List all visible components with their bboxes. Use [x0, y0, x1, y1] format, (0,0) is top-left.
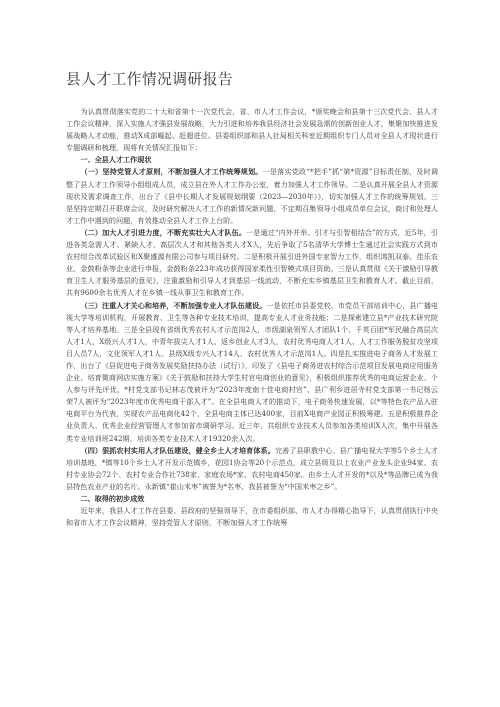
paragraph: 近年来，我县人才工作在县委、县政府的坚强领导下，在市委组织部、市人才办得精心指导下，认真贯彻执行中央和省市人才工作会议精神，坚持党管人才原则，不断加强人才工作统筹 — [66, 506, 438, 528]
section-heading: 二、取得的初步成效 — [80, 494, 145, 503]
document-title: 县人才工作情况调研报告 — [66, 71, 234, 88]
paragraph-text: 一是依托市县委党校、市党员干部培训中心，县广播电视大学等培训机构，开展教育、卫生等各种专业技术培训，提高专业人才业务技能；二是探索建立县*产业技术研究院等人才培养基地。三是全县现有省级优秀农村人才示范岗2人，市级湖泉领军人才团队1个、千英百团*军民融合高层次人才1人，X级兴人才1人，中青年拔尖人才1人、返乡创业人才3人，农村优秀电商人才1人、人才工作服务脱贫攻坚项目人员7人，文化领军人才1人、县级X级专兴人才14人、农村优秀人才示范岗1人。四是扎实推进电子商务人才发展工作，出台了《县促进电子商务发展奖励扶持办法（试行）》，印发了《县电子商务进农村综合示范项目发展电商应用服务企业、培育微商网店实施方案》《关于鼓励和扶持大学生村官电商创业的意见》，积极组织推荐优秀的电商运营企业、个人参与评先评优，*村党支部书记林志茂被评为“2023年度南十佳电商村官”、县广利乡进居寺村党支部第一书记杨云荣7人被评为“2023年度市优秀电商干部人才”。在全县电商人才的推动下，电子商务快速发展，以*等特色农产品入驻电商平台为代表，实现农产品电商化42个，全县电商主体已达400家，目前X电商产业园正积极筹建。五是积极推荐企业负责人、优秀企业经营管理人才参加省市调研学习。近三年，共组织专业技术人员参加各类培训X人次，集中开展各类专业培训班242期，培训各类专业技术人才19320余人次。 — [66, 300, 438, 443]
paragraph — [66, 445, 438, 493]
paragraph — [66, 166, 438, 226]
paragraph-text: 一是落实党政“*把手”抓“第*资源”目标责任制，及时调整了县人才工作领导小组组成人员，成立县在外人才工作办公室，着力加强人才工作领导。二是认真开展全县人才资源现状及需求调查工作，出台了《县中长期人才发展规划纲要（2023—2030年）》，切实加强人才工作的统筹规划。三是坚持定期召开联席会议，及时研究解决人才工作的新情况新问题，不定期召集领导小组成员单位会议，商讨和处理人才工作中遇到的问题，有效推动全县人才工作上台阶。 — [66, 167, 439, 225]
paragraph-lead: （四）狠抓农村实用人才队伍建设，健全乡土人才培育体系。 — [80, 445, 275, 455]
paragraph-lead: （一）坚持党管人才原则，不断加强人才工作统筹规划。 — [80, 167, 263, 177]
paragraph-lead: （二）加大人才引进力度，不断充实壮大人才队伍。 — [80, 227, 247, 237]
document-body — [66, 106, 438, 529]
section-heading: 一、全县人才工作现状 — [80, 155, 152, 165]
paragraph-text: 一是通过“内外并举、引才与引智相结合”的方式，近5年，引进各类急需人才、紧缺人才、高层次人才和其他各类人才X人，先后争取了5名清华大学博士生通过社会实践方式到市农村综合改革试验区和X聚盛源有限公司参与项目研究。二是积极开展引进外国专家智力工作，组织鸿凯双泰、佳乐农业、金鼓粉条等企业进行申报，金鼓粉条223年成功获得国家柔性引智模式项目资助。三是认真贯彻《关于激励引导教育卫生人才服务基层的意见》，注重激励和引导人才到基层一线流动，不断充实乡镇基层卫生和教育人才。截止目前，共有9600余名优秀人才在乡镇一线从事卫生和教育工作。 — [66, 227, 438, 298]
paragraph-lead: （三）注重人才关心和培养，不断加强专业人才队伍建设。 — [80, 300, 267, 310]
intro-paragraph: 为认真贯彻落实党的二十大和省第十一次党代会，省、市人才工作会议，*颁奖晚会和县第十三次党代会、县人才工作会议精神，深入实施人才强县发展战略，大力引进和培养我县经济社会发展急需的创新创业人才，集聚加快推进发展战略人才动能，推动X成部崛起、赶超进位。县委组织部和县人社局相关科室近期组织专门人员对全县人才现状进行专题调研和梳理，现将有关情况汇报如下： — [66, 107, 438, 153]
paragraph — [66, 227, 438, 300]
paragraph — [66, 300, 438, 445]
paragraph-text: 完善了县职教中心、县广播电视大学等5个乡土人才培训基地，*镇等10个乡土人才开发示范镇乡，花园1协会等20个示范点，成立县级及以上农业产业龙头企业94家、农村专业协会72个、农村专业合作社738家、家庭农场*家、农村电商450家。由乡土人才开发的*以及*等品牌已成为我县特色农业产业的名片。永新镇“崔山米枣”被誉为*名枣、我县被誉为“中国米枣之乡”。 — [66, 445, 438, 491]
